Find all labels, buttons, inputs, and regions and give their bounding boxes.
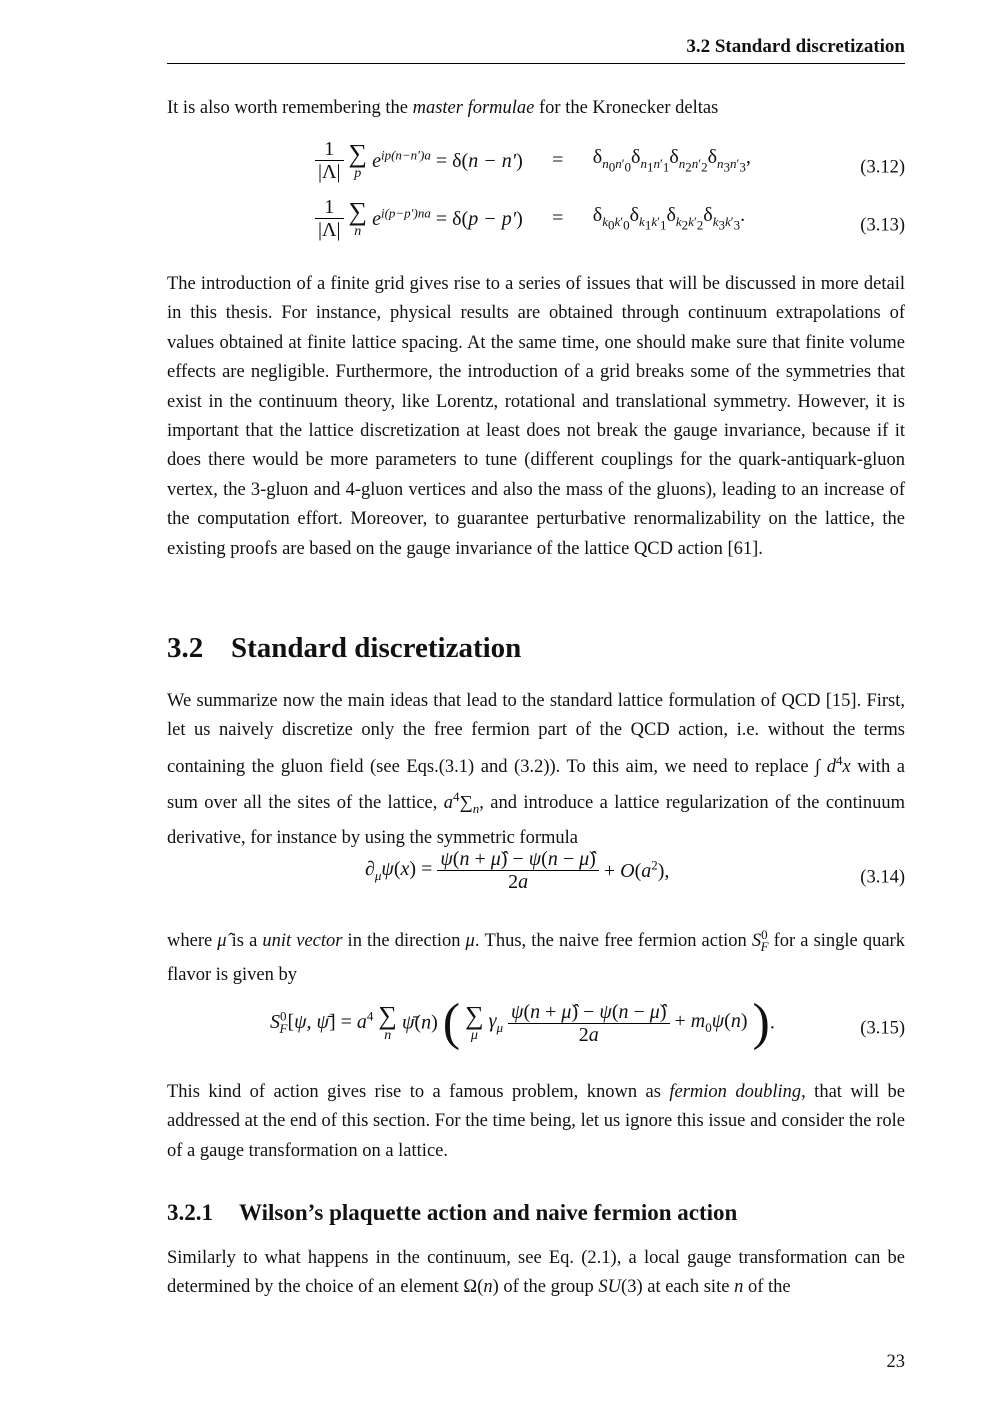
paragraph-unit-vector: where μ̂ is a unit vector in the direction μ. Thus, the naive free fermion action $S^0_F$ for a single quark flavor is given by (167, 927, 905, 986)
equation-number: (3.14) (860, 867, 905, 888)
equation-3-14 (167, 848, 905, 908)
equation-3-15-body: $S^0_F[\psi$, ψ̄] = $a^4$ ∑ n ψ̄(n) ( ∑ μ $\gamma_\mu$ $\frac{\psi(n + \mû) - \psi(n - \mû)}{2a}$ + $m_0\psi(n)$ ). (270, 994, 775, 1051)
emphasis-master-formulae: master formulae (412, 98, 535, 118)
emphasis-unit-vector: unit vector (262, 931, 343, 952)
running-title: 3.2 Standard discretization (686, 36, 905, 57)
running-header (167, 36, 905, 64)
equation-3-15 (167, 993, 905, 1065)
subsection-title: Wilson’s plaquette action and naive fermion action (239, 1200, 738, 1225)
equation-3-14-body: $\partial_\mu\psi(x)$ = $\frac{\psi(n + \mû) - \psi(n - \mû)}{2a}$ + $O(a^2)$, (365, 848, 670, 893)
paragraph-finite-grid: The introduction of a finite grid gives rise to a series of issues that will be discussed in more detail in this thesis. For instance, physical results are obtained through continuum extrapolations of values obtained at finite lattice spacing. At the same time, one should make sure that finite volume effects are negligible. Furthermore, the introduction of a grid breaks some of the symmetries that exist in the continuum theory, like Lorentz, rotational and translational symmetry. However, it is important that the lattice discretization at least does not break the gauge invariance, because if it does there would be more parameters to tune (different couplings for the quark-antiquark-gluon vertex, the 3-gluon and 4-gluon vertices and also the mass of the gluons), leading to an increase of the computation effort. Moreover, to guarantee perturbative renormalizability on the lattice, the existing proofs are based on the gauge invariance of the lattice QCD action [61]. (167, 274, 905, 559)
equation-3-13 (167, 196, 905, 256)
paragraph-summary: We summarize now the main ideas that lead to the standard lattice formulation of QCD [15]. First, let us naively discretize only the free fermion part of the QCD action, i.e. without the terms containing the gluon field (see Eqs.(3.1) and (3.2)). To this aim, we need to replace ∫ $d^4x$ with a sum over all the sites of the lattice, $a^4\sum_n$, and introduce a lattice regularization of the continuum derivative, for instance by using the symmetric formula (167, 691, 905, 848)
subsection-number: 3.2.1 (167, 1200, 213, 1225)
paragraph-fermion-doubling: This kind of action gives rise to a famous problem, known as fermion doubling, that will be addressed at the end of this section. For the time being, let us ignore this issue and consider the role of a gauge transformation on a lattice. (167, 1082, 906, 1161)
equation-number: (3.15) (860, 1018, 905, 1039)
subsection-heading (167, 1200, 737, 1226)
section-number: 3.2 (167, 632, 204, 664)
paragraph-gauge-transformation: Similarly to what happens in the continuum, see Eq. (2.1), a local gauge transformation can be determined by the choice of an element Ω(n) of the group SU(3) at each site n of the (167, 1248, 905, 1298)
page-number: 23 (886, 1352, 905, 1372)
section-title: Standard discretization (231, 632, 522, 664)
equation-number: (3.12) (860, 157, 905, 178)
emphasis-fermion-doubling: fermion doubling (669, 1082, 802, 1102)
intro-paragraph: It is also worth remembering the master formulae for the Kronecker deltas (167, 98, 719, 118)
equation-3-12 (167, 138, 905, 198)
section-heading (167, 632, 521, 665)
equation-3-12-body: $\frac{1}{|\Lambda|}$ ∑ p $e^{ip(n-n')a} = \delta(n - n') = \delta_{n_0n'_0}\delta_{n_1n'_1}\delta_{n_2n'_2}\delta_{n_3n'_3}$, (315, 138, 751, 183)
equation-3-13-body: $\frac{1}{|\Lambda|}$ ∑ n $e^{i(p-p')na} = \delta(p - p') = \delta_{k_0k'_0}\delta_{k_1k'_1}\delta_{k_2k'_2}\delta_{k_3k'_3}$. (315, 196, 745, 241)
equation-number: (3.13) (860, 215, 905, 236)
